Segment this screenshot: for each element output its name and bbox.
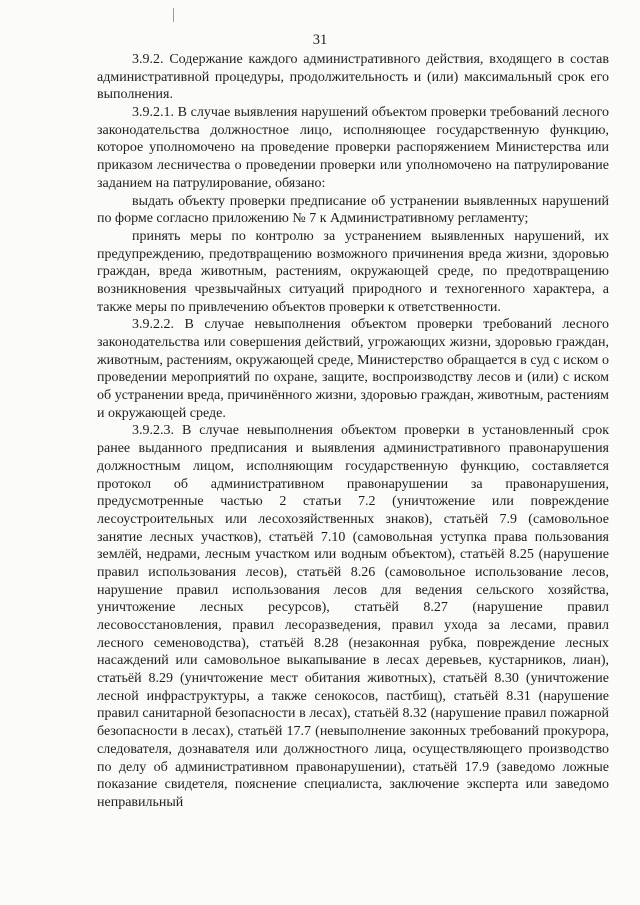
paragraph-3-9-2-3: 3.9.2.3. В случае невыполнения объектом проверки в установленный срок ранее выданного предписания и выявления административного правонарушения должностным лицом, исполняющим государственную функцию, составляется протокол об административном правонарушении за правонарушения, предусмотренные частью 2 статьи 7.2 (уничтожение или повреждение лесоустроительных или лесохозяйственных знаков), статьёй 7.9 (самовольное занятие лесных участков), статьёй 7.10 (самовольная уступка права пользования землёй, недрами, лесным участком или водным объектом), статьёй 8.25 (нарушение правил использования лесов), статьёй 8.26 (самовольное использование лесов, нарушение правил использования лесов для ведения сельского хозяйства, уничтожение лесных ресурсов), статьёй 8.27 (нарушение правил лесовосстановления, правил лесоразведения, правил ухода за лесами, правил лесного семеноводства), статьёй 8.28 (незаконная рубка, повреждение лесных насаждений или самовольное выкапывание в лесах деревьев, кустарников, лиан), статьёй 8.29 (уничтожение мест обитания животных), статьёй 8.30 (уничтожение лесной инфраструктуры, а также сенокосов, пастбищ), статьёй 8.31 (нарушение правил санитарной безопасности в лесах), статьёй 8.32 (нарушение правил пожарной безопасности в лесах), статьёй 17.7 (невыполнение законных требований прокурора, следователя, дознавателя или должностного лица, осуществляющего производство по делу об административном правонарушении), статьёй 17.9 (заведомо ложные показание свидетеля, пояснение специалиста, заключение эксперта или заведомо неправильный [97,423,609,810]
paragraph-3-9-2-2: 3.9.2.2. В случае невыполнения объектом проверки требований лесного законодательства или совершения действий, угрожающих жизни, здоровью граждан, животным, растениям, окружающей среде, Министерство обращается в суд с иском о проведении мероприятий по охране, защите, воспроизводству лесов и (или) с иском об устранении вреда, причинённого жизни, здоровью граждан, животным, растениям и окружающей среде. [97,317,609,421]
paragraph-3-9-2-1: 3.9.2.1. В случае выявления нарушений объектом проверки требований лесного законодательства должностное лицо, исполняющее государственную функцию, которое уполномочено на проведение проверки распоряжением Министерства или приказом лесничества о проведении проверки или уполномочено на патрулирование заданием на патрулирование, обязано: [97,105,609,191]
paragraph-3-9-2: 3.9.2. Содержание каждого административного действия, входящего в состав административной процедуры, продолжительность и (или) максимальный срок его выполнения. [97,52,609,103]
scan-artifact-mark [173,8,174,22]
paragraph-take-measures: принять меры по контролю за устранением выявленных нарушений, их предупреждению, предотвращению возможного причинения вреда жизни, здоровью граждан, вреда животным, растениям, окружающей среде, по предотвращению возникновения чрезвычайных ситуаций природного и техногенного характера, а также меры по привлечению объектов проверки к ответственности. [97,228,609,315]
page-number: 31 [312,32,328,48]
paragraph-issue-order: выдать объекту проверки предписание об устранении выявленных нарушений по форме согласно приложению № 7 к Административному регламенту; [97,193,609,227]
document-body [97,51,609,812]
